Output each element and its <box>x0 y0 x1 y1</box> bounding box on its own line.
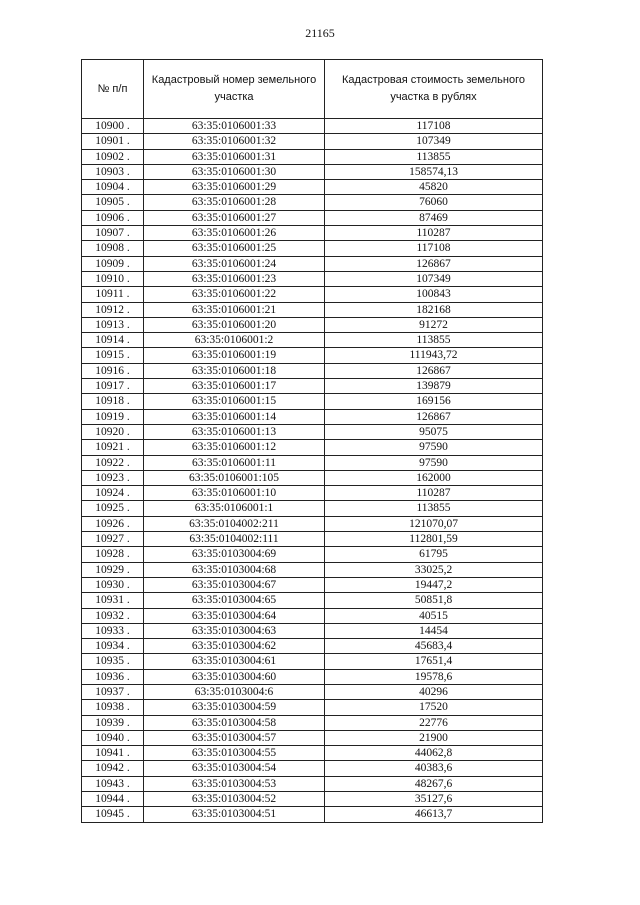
cell-index: 10935 . <box>82 654 144 669</box>
table-row <box>82 409 543 424</box>
cell-cadastral-number: 63:35:0106001:10 <box>144 486 325 501</box>
cell-index: 10901 . <box>82 134 144 149</box>
cell-cadastral-value: 110287 <box>325 226 543 241</box>
cell-index: 10910 . <box>82 271 144 286</box>
cell-index: 10924 . <box>82 486 144 501</box>
cell-index: 10933 . <box>82 623 144 638</box>
cell-cadastral-value: 17651,4 <box>325 654 543 669</box>
table-row <box>82 210 543 225</box>
cell-index: 10912 . <box>82 302 144 317</box>
table-row <box>82 486 543 501</box>
cell-cadastral-value: 14454 <box>325 623 543 638</box>
cell-index: 10902 . <box>82 149 144 164</box>
cell-cadastral-number: 63:35:0106001:21 <box>144 302 325 317</box>
table-row <box>82 271 543 286</box>
table-row <box>82 394 543 409</box>
cell-index: 10932 . <box>82 608 144 623</box>
cell-cadastral-number: 63:35:0103004:57 <box>144 730 325 745</box>
table-row <box>82 287 543 302</box>
cell-cadastral-value: 97590 <box>325 440 543 455</box>
cell-index: 10927 . <box>82 532 144 547</box>
page-number: 21165 <box>305 26 335 40</box>
cell-index: 10929 . <box>82 562 144 577</box>
table-row <box>82 730 543 745</box>
cell-cadastral-number: 63:35:0103004:64 <box>144 608 325 623</box>
cell-cadastral-value: 100843 <box>325 287 543 302</box>
cell-cadastral-number: 63:35:0106001:17 <box>144 379 325 394</box>
table-row <box>82 455 543 470</box>
cell-cadastral-value: 91272 <box>325 317 543 332</box>
table-row <box>82 700 543 715</box>
cell-cadastral-value: 113855 <box>325 149 543 164</box>
cell-cadastral-number: 63:35:0103004:52 <box>144 792 325 807</box>
cell-cadastral-number: 63:35:0103004:54 <box>144 761 325 776</box>
cell-cadastral-value: 76060 <box>325 195 543 210</box>
cell-index: 10943 . <box>82 776 144 791</box>
table-row <box>82 180 543 195</box>
header-cadastral-number: Кадастровый номер земельного участка <box>144 60 325 119</box>
cell-cadastral-number: 63:35:0106001:24 <box>144 256 325 271</box>
cell-cadastral-value: 45683,4 <box>325 639 543 654</box>
cell-cadastral-value: 97590 <box>325 455 543 470</box>
cell-cadastral-value: 110287 <box>325 486 543 501</box>
table-row <box>82 547 543 562</box>
table-row <box>82 470 543 485</box>
cell-cadastral-value: 44062,8 <box>325 746 543 761</box>
table-row <box>82 746 543 761</box>
cell-cadastral-number: 63:35:0103004:6 <box>144 684 325 699</box>
table-row <box>82 119 543 134</box>
cell-cadastral-number: 63:35:0103004:53 <box>144 776 325 791</box>
table-row <box>82 302 543 317</box>
cell-index: 10941 . <box>82 746 144 761</box>
cell-cadastral-number: 63:35:0103004:63 <box>144 623 325 638</box>
cell-cadastral-value: 95075 <box>325 424 543 439</box>
cell-index: 10914 . <box>82 333 144 348</box>
cell-cadastral-number: 63:35:0103004:59 <box>144 700 325 715</box>
cell-cadastral-number: 63:35:0103004:55 <box>144 746 325 761</box>
cell-cadastral-value: 61795 <box>325 547 543 562</box>
cell-index: 10918 . <box>82 394 144 409</box>
cell-cadastral-value: 33025,2 <box>325 562 543 577</box>
cell-cadastral-number: 63:35:0106001:26 <box>144 226 325 241</box>
cell-cadastral-value: 126867 <box>325 363 543 378</box>
cell-cadastral-number: 63:35:0103004:61 <box>144 654 325 669</box>
cell-cadastral-value: 19578,6 <box>325 669 543 684</box>
table-row <box>82 577 543 592</box>
table-row <box>82 654 543 669</box>
cell-cadastral-value: 48267,6 <box>325 776 543 791</box>
table-row <box>82 241 543 256</box>
table-row <box>82 379 543 394</box>
cell-cadastral-value: 87469 <box>325 210 543 225</box>
cell-cadastral-number: 63:35:0106001:14 <box>144 409 325 424</box>
cell-cadastral-number: 63:35:0104002:211 <box>144 516 325 531</box>
cell-index: 10915 . <box>82 348 144 363</box>
table-row <box>82 348 543 363</box>
table-row <box>82 501 543 516</box>
cell-cadastral-number: 63:35:0104002:111 <box>144 532 325 547</box>
cell-index: 10945 . <box>82 807 144 822</box>
cell-cadastral-value: 121070,07 <box>325 516 543 531</box>
cell-cadastral-number: 63:35:0106001:29 <box>144 180 325 195</box>
cell-cadastral-value: 45820 <box>325 180 543 195</box>
table-row <box>82 424 543 439</box>
table-row <box>82 639 543 654</box>
cell-index: 10923 . <box>82 470 144 485</box>
cell-index: 10921 . <box>82 440 144 455</box>
cell-cadastral-value: 182168 <box>325 302 543 317</box>
table-row <box>82 440 543 455</box>
table-row <box>82 317 543 332</box>
cell-cadastral-number: 63:35:0106001:2 <box>144 333 325 348</box>
cell-index: 10905 . <box>82 195 144 210</box>
cell-cadastral-number: 63:35:0106001:23 <box>144 271 325 286</box>
cell-index: 10940 . <box>82 730 144 745</box>
table-row <box>82 149 543 164</box>
table-row <box>82 226 543 241</box>
cell-cadastral-value: 50851,8 <box>325 593 543 608</box>
cell-cadastral-number: 63:35:0106001:12 <box>144 440 325 455</box>
cell-cadastral-number: 63:35:0106001:1 <box>144 501 325 516</box>
table-row <box>82 684 543 699</box>
cell-index: 10904 . <box>82 180 144 195</box>
table-row <box>82 333 543 348</box>
table-row <box>82 623 543 638</box>
cell-cadastral-value: 158574,13 <box>325 164 543 179</box>
cell-cadastral-number: 63:35:0106001:15 <box>144 394 325 409</box>
cell-index: 10919 . <box>82 409 144 424</box>
table-row <box>82 792 543 807</box>
cell-index: 10900 . <box>82 119 144 134</box>
table-row <box>82 593 543 608</box>
table-header-row <box>82 60 543 119</box>
cell-cadastral-value: 117108 <box>325 241 543 256</box>
table-row <box>82 532 543 547</box>
cell-cadastral-value: 35127,6 <box>325 792 543 807</box>
table-row <box>82 164 543 179</box>
cell-cadastral-value: 107349 <box>325 271 543 286</box>
cell-cadastral-value: 22776 <box>325 715 543 730</box>
cell-index: 10908 . <box>82 241 144 256</box>
cell-cadastral-number: 63:35:0106001:30 <box>144 164 325 179</box>
cell-cadastral-number: 63:35:0106001:19 <box>144 348 325 363</box>
cell-index: 10936 . <box>82 669 144 684</box>
cell-cadastral-number: 63:35:0103004:65 <box>144 593 325 608</box>
cell-cadastral-number: 63:35:0106001:31 <box>144 149 325 164</box>
cell-cadastral-value: 107349 <box>325 134 543 149</box>
table-row <box>82 516 543 531</box>
cell-index: 10930 . <box>82 577 144 592</box>
cell-cadastral-number: 63:35:0106001:20 <box>144 317 325 332</box>
table-body <box>82 119 543 823</box>
cell-index: 10916 . <box>82 363 144 378</box>
cell-cadastral-number: 63:35:0103004:58 <box>144 715 325 730</box>
header-index: № п/п <box>82 60 144 119</box>
cell-index: 10907 . <box>82 226 144 241</box>
cadastre-table <box>81 59 543 823</box>
table-row <box>82 562 543 577</box>
cell-cadastral-value: 21900 <box>325 730 543 745</box>
cell-cadastral-value: 169156 <box>325 394 543 409</box>
cell-index: 10922 . <box>82 455 144 470</box>
cell-cadastral-value: 126867 <box>325 256 543 271</box>
cell-cadastral-value: 126867 <box>325 409 543 424</box>
cell-cadastral-number: 63:35:0103004:67 <box>144 577 325 592</box>
table-row <box>82 256 543 271</box>
header-cadastral-value: Кадастровая стоимость земельного участка в рублях <box>325 60 543 119</box>
cell-index: 10909 . <box>82 256 144 271</box>
cell-index: 10944 . <box>82 792 144 807</box>
cell-index: 10937 . <box>82 684 144 699</box>
cell-cadastral-number: 63:35:0106001:18 <box>144 363 325 378</box>
cell-cadastral-value: 112801,59 <box>325 532 543 547</box>
cell-cadastral-number: 63:35:0106001:105 <box>144 470 325 485</box>
cell-index: 10931 . <box>82 593 144 608</box>
cell-cadastral-value: 113855 <box>325 333 543 348</box>
cell-cadastral-value: 162000 <box>325 470 543 485</box>
cell-cadastral-value: 40296 <box>325 684 543 699</box>
cell-index: 10911 . <box>82 287 144 302</box>
cell-index: 10913 . <box>82 317 144 332</box>
cell-cadastral-number: 63:35:0106001:33 <box>144 119 325 134</box>
table-row <box>82 363 543 378</box>
cell-index: 10920 . <box>82 424 144 439</box>
cell-index: 10942 . <box>82 761 144 776</box>
cell-cadastral-number: 63:35:0103004:69 <box>144 547 325 562</box>
cell-cadastral-value: 111943,72 <box>325 348 543 363</box>
cell-cadastral-value: 17520 <box>325 700 543 715</box>
cell-index: 10917 . <box>82 379 144 394</box>
cell-cadastral-value: 19447,2 <box>325 577 543 592</box>
cell-index: 10938 . <box>82 700 144 715</box>
cell-cadastral-value: 46613,7 <box>325 807 543 822</box>
cell-index: 10934 . <box>82 639 144 654</box>
cell-cadastral-number: 63:35:0106001:28 <box>144 195 325 210</box>
table-row <box>82 134 543 149</box>
table-row <box>82 195 543 210</box>
cell-index: 10939 . <box>82 715 144 730</box>
cell-cadastral-number: 63:35:0103004:51 <box>144 807 325 822</box>
table-row <box>82 761 543 776</box>
table-row <box>82 807 543 822</box>
cell-cadastral-number: 63:35:0103004:62 <box>144 639 325 654</box>
cell-index: 10928 . <box>82 547 144 562</box>
cell-cadastral-number: 63:35:0106001:25 <box>144 241 325 256</box>
table-row <box>82 715 543 730</box>
cell-cadastral-number: 63:35:0106001:32 <box>144 134 325 149</box>
cell-cadastral-value: 113855 <box>325 501 543 516</box>
cell-cadastral-value: 117108 <box>325 119 543 134</box>
cell-cadastral-number: 63:35:0106001:13 <box>144 424 325 439</box>
table-row <box>82 669 543 684</box>
cell-index: 10925 . <box>82 501 144 516</box>
cell-cadastral-number: 63:35:0103004:60 <box>144 669 325 684</box>
cell-cadastral-value: 139879 <box>325 379 543 394</box>
cell-cadastral-value: 40515 <box>325 608 543 623</box>
cell-cadastral-number: 63:35:0106001:27 <box>144 210 325 225</box>
cell-cadastral-number: 63:35:0106001:11 <box>144 455 325 470</box>
cell-cadastral-number: 63:35:0106001:22 <box>144 287 325 302</box>
table-row <box>82 608 543 623</box>
cell-index: 10926 . <box>82 516 144 531</box>
cell-cadastral-value: 40383,6 <box>325 761 543 776</box>
cell-cadastral-number: 63:35:0103004:68 <box>144 562 325 577</box>
cell-index: 10903 . <box>82 164 144 179</box>
cell-index: 10906 . <box>82 210 144 225</box>
table-row <box>82 776 543 791</box>
